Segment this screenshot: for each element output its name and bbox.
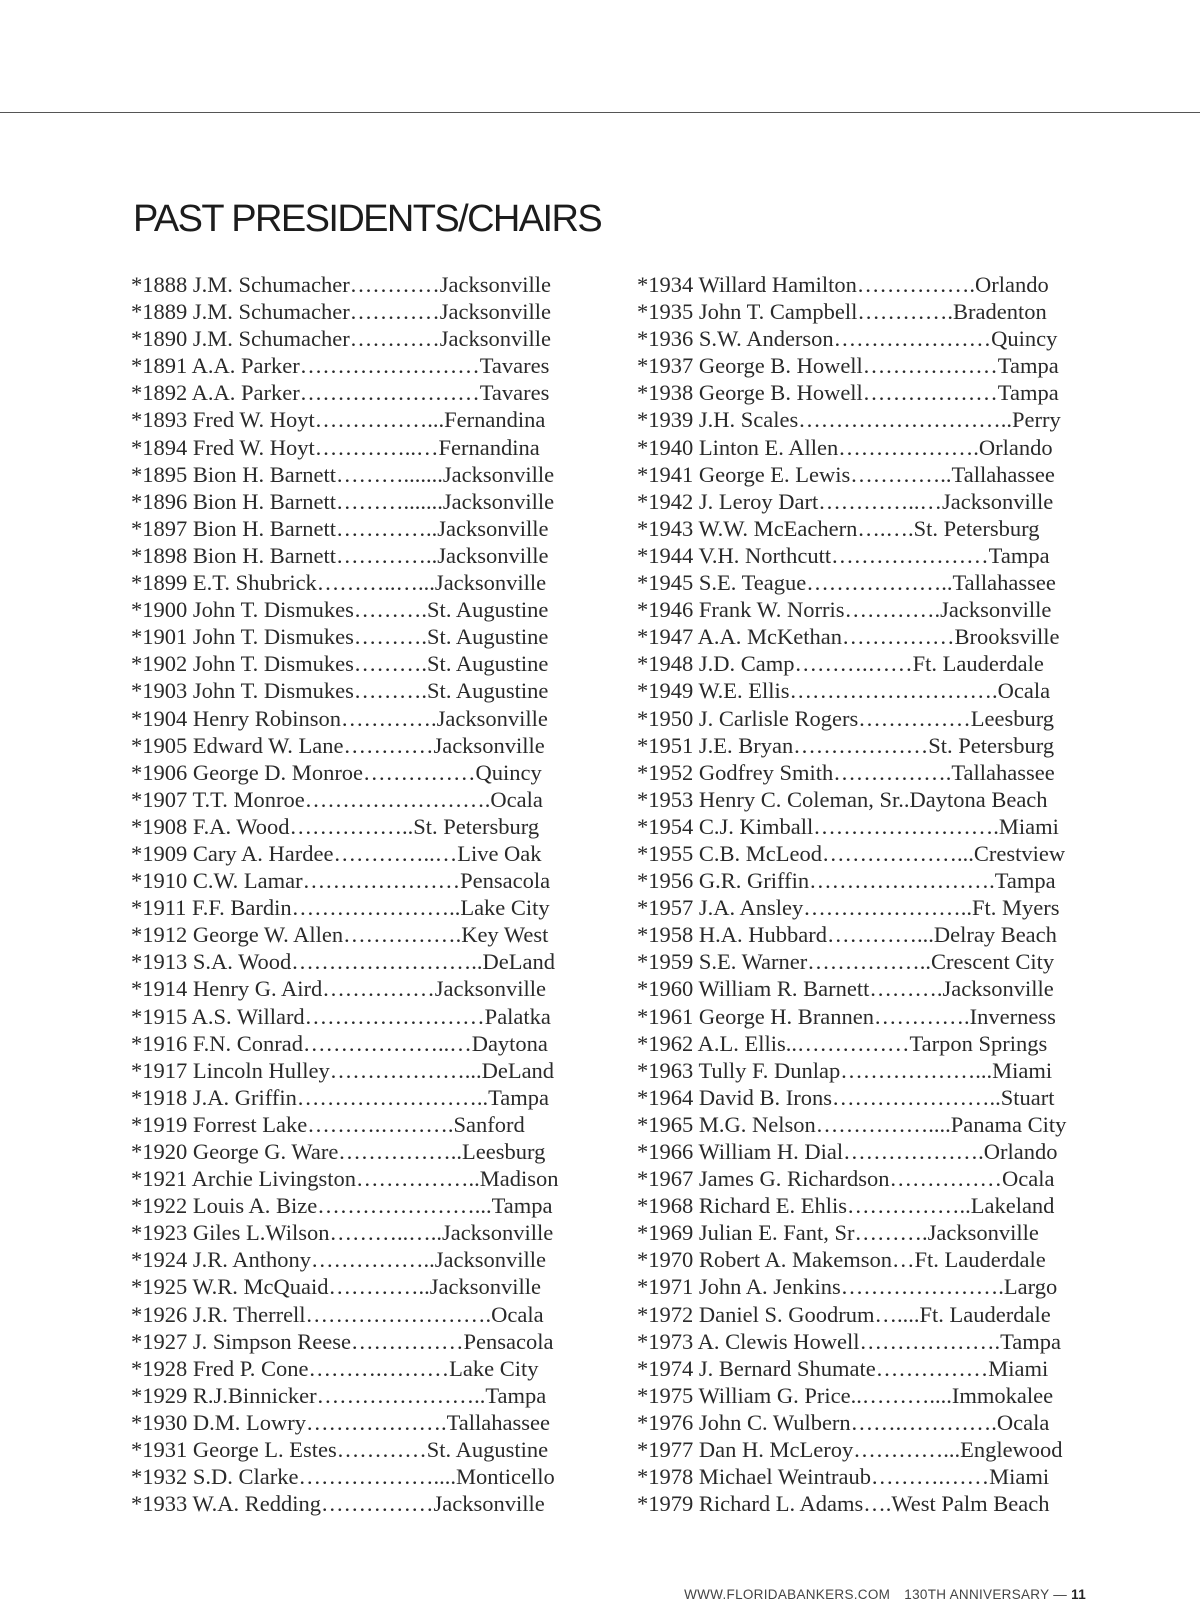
president-entry: *1889 J.M. Schumacher…………Jacksonville <box>131 299 551 325</box>
president-entry: *1964 David B. Irons…………………..Stuart <box>637 1084 1055 1110</box>
president-entry: *1975 William G. Price..………....Immokalee <box>637 1382 1054 1408</box>
president-entry: *1900 John T. Dismukes……….St. Augustine <box>131 597 549 623</box>
president-entry: *1927 J. Simpson Reese……………Pensacola <box>131 1328 554 1354</box>
president-entry: *1968 Richard E. Ehlis……………..Lakeland <box>637 1193 1055 1219</box>
president-entry: *1941 George E. Lewis…………..Tallahassee <box>637 461 1055 487</box>
president-entry: *1977 Dan H. McLeroy…………...Englewood <box>637 1437 1063 1463</box>
president-entry: *1935 John T. Campbell………….Bradenton <box>637 299 1047 325</box>
president-entry: *1938 George B. Howell………………Tampa <box>637 380 1059 406</box>
president-entry: *1951 J.E. Bryan………………St. Petersburg <box>637 732 1055 758</box>
president-entry: *1907 T.T. Monroe…………………….Ocala <box>131 786 543 812</box>
president-entry: *1913 S.A. Wood……………………..DeLand <box>131 949 556 975</box>
president-entry: *1902 John T. Dismukes……….St. Augustine <box>131 651 549 677</box>
president-entry: *1925 W.R. McQuaid…………..Jacksonville <box>131 1274 541 1300</box>
president-entry: *1921 Archie Livingston……………..Madison <box>131 1166 559 1192</box>
president-entry: *1911 F.F. Bardin…………………..Lake City <box>131 895 550 921</box>
president-entry: *1971 John A. Jenkins………………….Largo <box>637 1274 1058 1300</box>
president-entry: *1952 Godfrey Smith…………….Tallahassee <box>637 759 1055 785</box>
presidents-list-right <box>637 271 1066 1517</box>
president-entry: *1894 Fred W. Hoyt…………..…Fernandina <box>131 434 540 460</box>
president-entry: *1959 S.E. Warner……………..Crescent City <box>637 949 1055 975</box>
president-entry: *1918 J.A. Griffin……………………..Tampa <box>131 1084 549 1110</box>
president-entry: *1939 J.H. Scales………………………..Perry <box>637 407 1061 433</box>
page-footer <box>684 1587 1086 1602</box>
president-entry: *1915 A.S. Willard……………………Palatka <box>131 1003 551 1029</box>
president-entry: *1937 George B. Howell………………Tampa <box>637 353 1059 379</box>
president-entry: *1929 R.J.Binnicker…………………..Tampa <box>131 1382 547 1408</box>
footer-site: WWW.FLORIDABANKERS.COM <box>684 1587 891 1602</box>
president-entry: *1899 E.T. Shubrick………..…...Jacksonville <box>131 570 547 596</box>
president-entry: *1974 J. Bernard Shumate……………Miami <box>637 1355 1049 1381</box>
president-entry: *1934 Willard Hamilton…………….Orlando <box>637 272 1049 297</box>
president-entry: *1892 A.A. Parker……………………Tavares <box>131 380 550 406</box>
president-entry: *1961 George H. Brannen………….Inverness <box>637 1003 1056 1029</box>
president-entry: *1955 C.B. McLeod………………...Crestview <box>637 840 1066 866</box>
president-entry: *1905 Edward W. Lane…………Jacksonville <box>131 732 545 758</box>
president-entry: *1926 J.R. Therrell…………………….Ocala <box>131 1301 544 1327</box>
president-entry: *1917 Lincoln Hulley………………...DeLand <box>131 1057 555 1083</box>
header-rule <box>0 112 1200 113</box>
president-entry: *1893 Fred W. Hoyt……………...Fernandina <box>131 407 546 433</box>
president-entry: *1933 W.A. Redding……………Jacksonville <box>131 1491 545 1517</box>
president-entry: *1948 J.D. Camp……….……Ft. Lauderdale <box>637 651 1044 677</box>
president-entry: *1969 Julian E. Fant, Sr……….Jacksonville <box>637 1220 1039 1246</box>
president-entry: *1962 A.L. Ellis..……………Tarpon Springs <box>637 1030 1048 1056</box>
president-entry: *1909 Cary A. Hardee…………..…Live Oak <box>131 840 542 866</box>
president-entry: *1931 George L. Estes…………St. Augustine <box>131 1437 549 1463</box>
president-entry: *1924 J.R. Anthony……………..Jacksonville <box>131 1247 546 1273</box>
president-entry: *1972 Daniel S. Goodrum…....Ft. Lauderdale <box>637 1301 1051 1327</box>
president-entry: *1936 S.W. Anderson…………………Quincy <box>637 326 1058 352</box>
president-entry: *1960 William R. Barnett……….Jacksonville <box>637 976 1054 1002</box>
president-entry: *1956 G.R. Griffin…………………….Tampa <box>637 868 1056 894</box>
president-entry: *1896 Bion H. Barnett……….......Jacksonville <box>131 488 555 514</box>
president-entry: *1942 J. Leroy Dart…………..…Jacksonville <box>637 488 1054 514</box>
president-entry: *1903 John T. Dismukes……….St. Augustine <box>131 678 549 704</box>
president-entry: *1897 Bion H. Barnett…………..Jacksonville <box>131 515 549 541</box>
president-entry: *1890 J.M. Schumacher…………Jacksonville <box>131 326 551 352</box>
president-entry: *1895 Bion H. Barnett……….......Jacksonville <box>131 461 555 487</box>
president-entry: *1891 A.A. Parker……………………Tavares <box>131 353 550 379</box>
president-entry: *1901 John T. Dismukes……….St. Augustine <box>131 624 549 650</box>
president-entry: *1888 J.M. Schumacher…………Jacksonville <box>131 272 551 297</box>
president-entry: *1973 A. Clewis Howell……………….Tampa <box>637 1328 1062 1354</box>
president-entry: *1946 Frank W. Norris………….Jacksonville <box>637 597 1052 623</box>
president-entry: *1970 Robert A. Makemson…Ft. Lauderdale <box>637 1247 1046 1273</box>
president-entry: *1949 W.E. Ellis……………………….Ocala <box>637 678 1051 704</box>
president-entry: *1906 George D. Monroe……………Quincy <box>131 759 542 785</box>
president-entry: *1904 Henry Robinson………….Jacksonville <box>131 705 548 731</box>
president-entry: *1916 F.N. Conrad………………..…Daytona <box>131 1030 548 1056</box>
president-entry: *1928 Fred P. Cone……….………Lake City <box>131 1355 539 1381</box>
president-entry: *1954 C.J. Kimball…………………….Miami <box>637 813 1059 839</box>
president-entry: *1930 D.M. Lowry……………….Tallahassee <box>131 1409 550 1435</box>
president-entry: *1950 J. Carlisle Rogers……………Leesburg <box>637 705 1055 731</box>
president-entry: *1923 Giles L.Wilson………..…..Jacksonville <box>131 1220 554 1246</box>
president-entry: *1940 Linton E. Allen……………….Orlando <box>637 434 1053 460</box>
president-entry: *1945 S.E. Teague………………..Tallahassee <box>637 570 1056 596</box>
president-entry: *1965 M.G. Nelson……………....Panama City <box>637 1111 1067 1137</box>
president-entry: *1957 J.A. Ansley…………………..Ft. Myers <box>637 895 1060 921</box>
president-entry: *1943 W.W. McEachern….….St. Petersburg <box>637 515 1040 541</box>
president-entry: *1932 S.D. Clarke………………....Monticello <box>131 1464 555 1490</box>
page-number: 11 <box>1071 1587 1086 1602</box>
president-entry: *1898 Bion H. Barnett…………..Jacksonville <box>131 542 549 568</box>
president-entry: *1966 William H. Dial……………….Orlando <box>637 1139 1058 1164</box>
page-title: PAST PRESIDENTS/CHAIRS <box>133 198 602 240</box>
president-entry: *1920 George G. Ware……………..Leesburg <box>131 1139 546 1164</box>
president-entry: *1979 Richard L. Adams….West Palm Beach <box>637 1491 1050 1517</box>
president-entry: *1963 Tully F. Dunlap………………...Miami <box>637 1057 1053 1083</box>
president-entry: *1944 V.H. Northcutt…………………Tampa <box>637 542 1050 568</box>
president-entry: *1967 James G. Richardson……………Ocala <box>637 1166 1055 1192</box>
president-entry: *1910 C.W. Lamar…………………Pensacola <box>131 868 551 894</box>
president-entry: *1922 Louis A. Bize…………………...Tampa <box>131 1193 553 1219</box>
footer-dash: — <box>1053 1587 1068 1602</box>
president-entry: *1919 Forrest Lake……….……….Sanford <box>131 1111 525 1137</box>
president-entry: *1958 H.A. Hubbard…………...Delray Beach <box>637 922 1057 948</box>
president-entry: *1976 John C. Wulbern…….………….Ocala <box>637 1409 1050 1435</box>
presidents-list-left <box>131 271 558 1517</box>
president-entry: *1978 Michael Weintraub……….……Miami <box>637 1464 1050 1490</box>
president-entry: *1947 A.A. McKethan……………Brooksville <box>637 624 1060 650</box>
president-entry: *1914 Henry G. Aird……………Jacksonville <box>131 976 546 1002</box>
footer-edition: 130TH ANNIVERSARY <box>904 1587 1050 1602</box>
president-entry: *1908 F.A. Wood……………..St. Petersburg <box>131 813 540 839</box>
president-entry: *1912 George W. Allen…………….Key West <box>131 922 549 948</box>
president-entry: *1953 Henry C. Coleman, Sr..Daytona Beach <box>637 786 1048 812</box>
